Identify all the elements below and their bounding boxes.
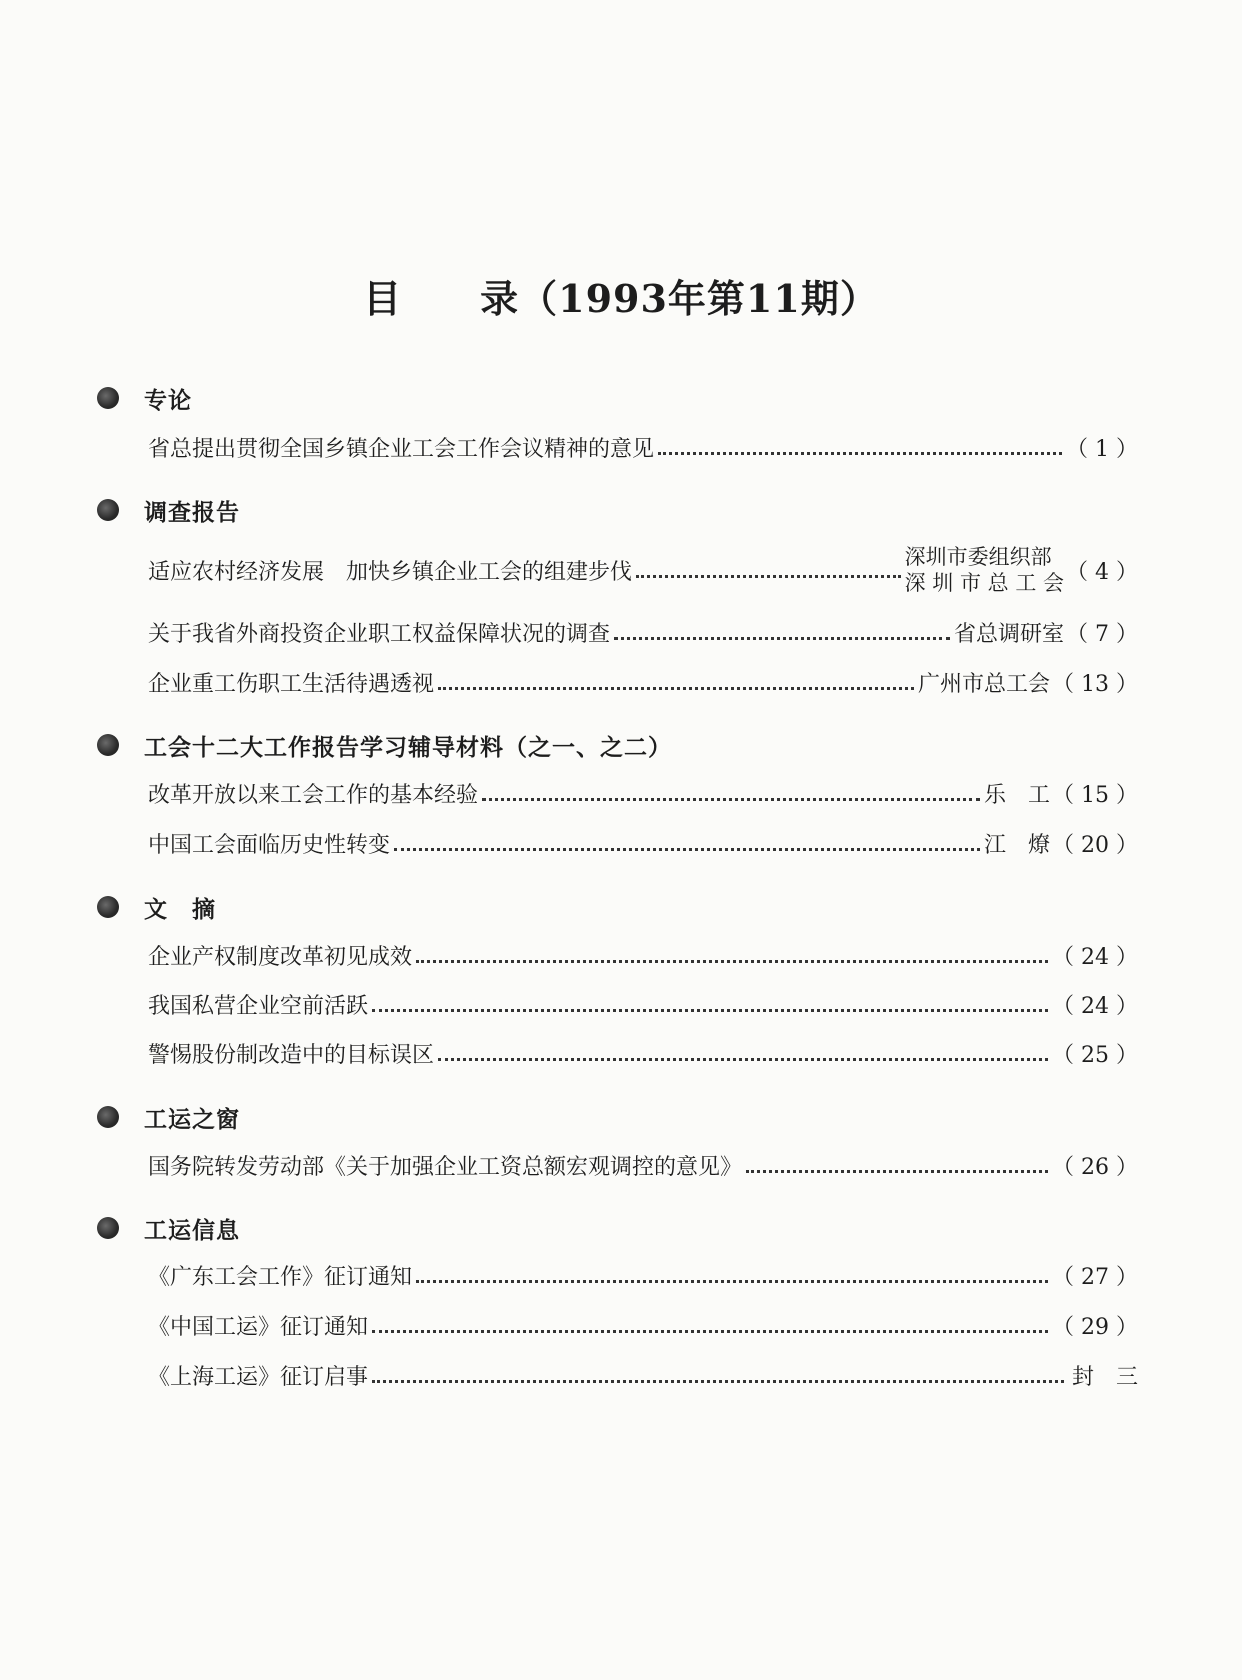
entry-page: （ 29 ）	[1052, 1314, 1138, 1340]
toc-entry[interactable]	[148, 826, 1138, 860]
entry-page: （ 20 ）	[1052, 832, 1138, 858]
entry-page: （ 24 ）	[1052, 993, 1138, 1019]
entry-title: 《广东工会工作》征订通知	[148, 1264, 413, 1290]
dot-leader	[482, 798, 980, 801]
section-heading	[97, 730, 672, 760]
dot-leader	[438, 687, 914, 690]
entry-title: 适应农村经济发展 加快乡镇企业工会的组建步伐	[148, 559, 633, 585]
section-label: 工运之窗	[144, 1106, 240, 1133]
dot-leader	[372, 1009, 1048, 1012]
entry-title: 警惕股份制改造中的目标误区	[148, 1042, 435, 1068]
bullet-icon	[97, 387, 119, 409]
toc-entry[interactable]	[148, 430, 1138, 464]
section-heading	[97, 1102, 240, 1132]
entry-title: 国务院转发劳动部《关于加强企业工资总额宏观调控的意见》	[148, 1154, 743, 1180]
entry-page: 封 三	[1071, 1364, 1138, 1390]
dot-leader	[416, 960, 1048, 963]
dot-leader	[394, 848, 980, 851]
title-part-1: 目	[363, 276, 403, 321]
toc-entry[interactable]	[148, 665, 1138, 699]
entry-author: 省总调研室	[954, 621, 1065, 647]
entry-title: 我国私营企业空前活跃	[148, 993, 369, 1019]
bullet-icon	[97, 734, 119, 756]
entry-page: （ 1 ）	[1066, 436, 1138, 462]
dot-leader	[372, 1330, 1048, 1333]
bullet-icon	[97, 1106, 119, 1128]
entry-page: （ 24 ）	[1052, 944, 1138, 970]
section-label: 调查报告	[144, 499, 240, 526]
toc-entry[interactable]	[148, 540, 1138, 600]
dot-leader	[416, 1280, 1048, 1283]
entry-author: 广州市总工会	[918, 671, 1051, 697]
author-line-2: 深 圳 市 总 工 会	[904, 571, 1065, 595]
section-heading	[97, 383, 192, 413]
entry-page: （ 25 ）	[1052, 1042, 1138, 1068]
dot-leader	[614, 637, 950, 640]
entry-page: （ 4 ）	[1066, 559, 1138, 585]
toc-entry[interactable]	[148, 615, 1138, 649]
entry-author: 江 燎	[984, 832, 1051, 858]
entry-title: 中国工会面临历史性转变	[148, 832, 391, 858]
bullet-icon	[97, 499, 119, 521]
entry-title: 省总提出贯彻全国乡镇企业工会工作会议精神的意见	[148, 436, 655, 462]
section-label: 工运信息	[144, 1217, 240, 1244]
toc-entry[interactable]	[148, 987, 1138, 1021]
dot-leader	[658, 452, 1062, 455]
entry-page: （ 15 ）	[1052, 782, 1138, 808]
entry-title: 改革开放以来工会工作的基本经验	[148, 782, 479, 808]
section-heading	[97, 892, 216, 922]
section-label: 专论	[144, 387, 192, 414]
entry-page: （ 13 ）	[1052, 671, 1138, 697]
entry-author: 乐 工	[984, 782, 1051, 808]
page-title	[0, 268, 1242, 323]
dot-leader	[372, 1380, 1064, 1383]
dot-leader	[438, 1058, 1048, 1061]
title-part-2: 录（1993年第11期）	[480, 276, 879, 321]
bullet-icon	[97, 896, 119, 918]
author-line-1: 深圳市委组织部	[904, 545, 1052, 569]
entry-title: 关于我省外商投资企业职工权益保障状况的调查	[148, 621, 611, 647]
toc-entry[interactable]	[148, 1036, 1138, 1070]
entry-author	[905, 544, 1064, 596]
section-label: 工会十二大工作报告学习辅导材料（之一、之二）	[144, 734, 672, 761]
section-heading	[97, 1213, 240, 1243]
entry-page: （ 7 ）	[1066, 621, 1138, 647]
entry-title: 企业产权制度改革初见成效	[148, 944, 413, 970]
toc-entry[interactable]	[148, 938, 1138, 972]
entry-title: 《上海工运》征订启事	[148, 1364, 369, 1390]
toc-entry[interactable]	[148, 1358, 1138, 1392]
dot-leader	[636, 575, 901, 578]
section-label: 文 摘	[144, 896, 216, 923]
entry-title: 《中国工运》征订通知	[148, 1314, 369, 1340]
toc-entry[interactable]	[148, 1148, 1138, 1182]
toc-entry[interactable]	[148, 1258, 1138, 1292]
entry-title: 企业重工伤职工生活待遇透视	[148, 671, 435, 697]
toc-entry[interactable]	[148, 1308, 1138, 1342]
dot-leader	[746, 1170, 1048, 1173]
toc-entry[interactable]	[148, 776, 1138, 810]
entry-page: （ 26 ）	[1052, 1154, 1138, 1180]
bullet-icon	[97, 1217, 119, 1239]
section-heading	[97, 495, 240, 525]
entry-page: （ 27 ）	[1052, 1264, 1138, 1290]
